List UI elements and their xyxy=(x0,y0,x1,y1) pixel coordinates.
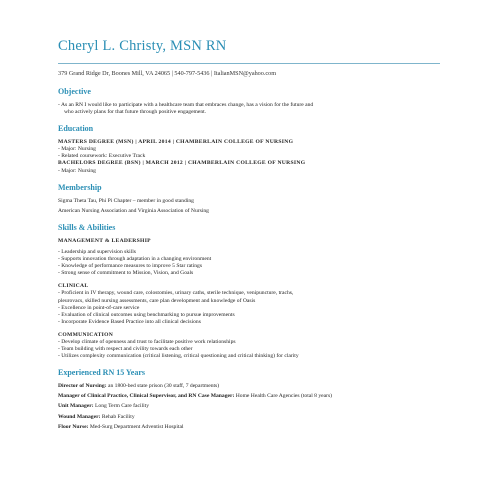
resume-page xyxy=(58,38,438,431)
objective-heading: Objective xyxy=(58,87,91,96)
management-item: - Leadership and supervision skills xyxy=(58,248,136,255)
experience-detail: an 1800-bed state prison (30 staff, 7 departments) xyxy=(106,383,220,390)
experience-role: Wound Manager: xyxy=(58,413,101,420)
contact-line: 379 Grand Ridge Dr, Boones Mill, VA 24065 | 540-797-5436 | ItalianMSN@yahoo.com xyxy=(58,70,277,77)
experience-detail: Long Term Care facility xyxy=(93,403,150,410)
experience-item xyxy=(58,393,438,400)
msn-related: - Related coursework: Executive Track xyxy=(58,153,146,160)
management-item: - Strong sense of commitment to Mission, Vision, and Goals xyxy=(58,270,194,277)
communication-item: - Utilizes complexity communication (critical listening, critical questioning and critical thinking) for clarity xyxy=(58,353,299,360)
experience-role: Floor Nurse: xyxy=(58,423,89,430)
experience-item xyxy=(58,414,438,421)
resume-name: Cheryl L. Christy, MSN RN xyxy=(58,38,227,54)
experience-detail: Med-Surg Department Adventist Hospital xyxy=(88,423,184,430)
objective-text-2: who actively plans for that future through positive engagement. xyxy=(64,109,207,116)
header-divider xyxy=(58,63,440,64)
experience-detail: Rehab Facility xyxy=(100,413,135,420)
skills-heading: Skills & Abilities xyxy=(58,222,116,232)
communication-heading: COMMUNICATION xyxy=(58,331,114,338)
clinical-item: - Incorporate Evidence Based Practice into all clinical decisions xyxy=(58,318,201,325)
membership-item-1: Sigma Theta Tau, Phi Pi Chapter – member in good standing xyxy=(58,197,194,204)
clinical-item: - Proficient in IV therapy, wound care, colostomies, urinary caths, sterile technique, venipuncture, trachs, xyxy=(58,290,294,297)
management-item: - Supports innovation through adaptation in a changing environment xyxy=(58,256,212,263)
experience-detail: Home Health Care Agencies (total 8 years) xyxy=(234,393,333,400)
msn-major: - Major: Nursing xyxy=(58,146,96,153)
management-heading: MANAGEMENT & LEADERSHIP xyxy=(58,237,151,244)
education-heading: Education xyxy=(58,124,94,134)
membership-item-2: American Nursing Association and Virginia Association of Nursing xyxy=(58,207,209,214)
management-item: - Knowledge of performance measures to improve 5 Star ratings xyxy=(58,263,202,270)
experience-item xyxy=(58,403,438,410)
objective-text-1: - As an RN I would like to participate with a healthcare team that embraces change, has a vision for the future and xyxy=(58,102,314,108)
experience-role: Director of Nursing: xyxy=(58,383,107,390)
bsn-heading: BACHELORS DEGREE (BSN) | MARCH 2012 | CHAMBERLAIN COLLEGE OF NURSING xyxy=(58,160,306,167)
bsn-major: - Major: Nursing xyxy=(58,167,96,174)
msn-heading: MASTERS DEGREE (MSN) | APRIL 2014 | CHAMBERLAIN COLLEGE OF NURSING xyxy=(58,139,294,146)
experience-item xyxy=(58,424,438,431)
communication-item: - Team building with respect and civility towards each other xyxy=(58,346,193,353)
clinical-item: - Excellence in point-of-care service xyxy=(58,304,140,311)
communication-item: - Develop climate of openness and trust to facilitate positive work relationships xyxy=(58,338,236,345)
experience-item xyxy=(58,383,438,390)
clinical-item: - Evaluation of clinical outcomes using benchmarking to pursue improvements xyxy=(58,311,235,318)
clinical-heading: CLINICAL xyxy=(58,283,89,290)
clinical-item: pleurovacs, skilled nursing assessments, care plan development and knowledge of Oasis xyxy=(58,297,256,304)
membership-heading: Membership xyxy=(58,182,102,192)
experience-role: Manager of Clinical Practice, Clinical Supervisor, and RN Case Manager: xyxy=(58,393,235,400)
experience-role: Unit Manager: xyxy=(58,403,94,410)
experience-heading: Experienced RN 15 Years xyxy=(58,368,146,378)
